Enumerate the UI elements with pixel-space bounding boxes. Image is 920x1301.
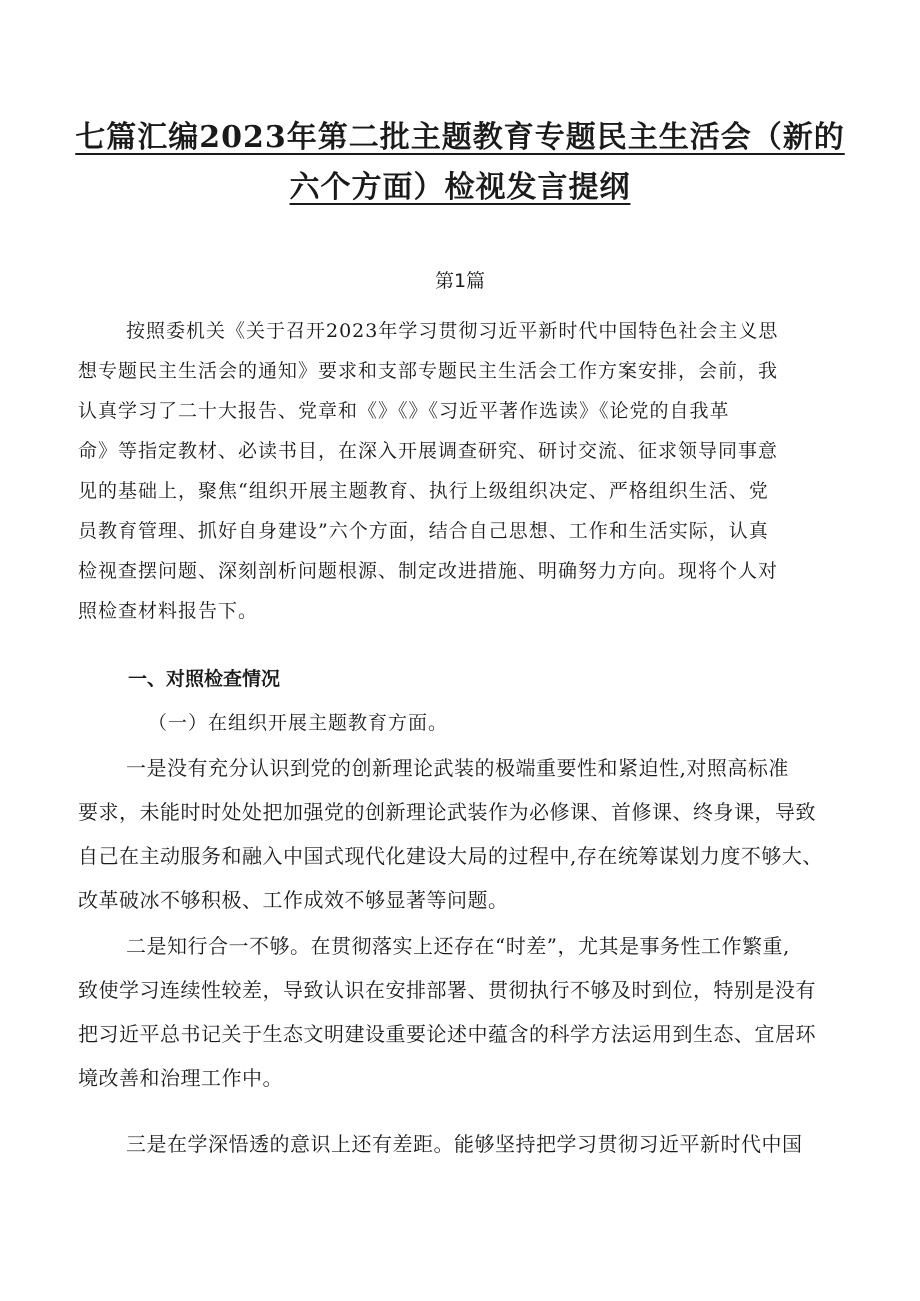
intro-line: 按照委机关《关于召开2023年学习贯彻习近平新时代中国特色社会主义思 — [126, 320, 779, 342]
paragraph-line: 二是知行合一不够。在贯彻落实上还存在“时差”，尤其是事务性工作繁重, — [126, 934, 790, 958]
paragraph-line: 致使学习连续性较差，导致认识在安排部署、贯彻执行不够及时到位，特别是没有 — [78, 978, 816, 1002]
section-heading: 一、对照检查情况 — [128, 668, 281, 690]
intro-line: 见的基础上，聚焦“组织开展主题教育、执行上级组织决定、严格组织生活、党 — [78, 480, 769, 502]
subsection-heading: （一）在组织开展主题教育方面。 — [148, 712, 449, 734]
paragraph-line: 要求，未能时时处处把加强党的创新理论武装作为必修课、首修课、终身课，导致 — [78, 800, 816, 824]
paragraph-line: 一是没有充分认识到党的创新理论武装的极端重要性和紧迫性,对照高标准 — [126, 756, 789, 780]
intro-line: 检视查摆问题、深刻剖析问题根源、制定改进措施、明确努力方向。现将个人对 — [78, 560, 779, 582]
intro-line: 认真学习了二十大报告、党章和《》《》《习近平著作选读》《论党的自我革 — [78, 400, 730, 422]
intro-line: 照检查材料报告下。 — [78, 600, 259, 622]
document-title-line-2 — [60, 162, 860, 206]
document-title-text-1: 七篇汇编2023年第二批主题教育专题民主生活会（新的 — [75, 120, 845, 155]
paragraph-line: 自己在主动服务和融入中国式现代化建设大局的过程中,存在统筹谋划力度不够大、 — [78, 844, 823, 868]
document-title-text-2: 六个方面）检视发言提纲 — [289, 170, 631, 205]
intro-line: 想专题民主生活会的通知》要求和支部专题民主生活会工作方案安排，会前，我 — [78, 360, 779, 382]
intro-line: 命》等指定教材、必读书目，在深入开展调查研究、研讨交流、征求领导同事意 — [78, 440, 779, 462]
intro-line: 员教育管理、抓好自身建设”六个方面，结合自己思想、工作和生活实际，认真 — [78, 520, 769, 542]
paragraph-line: 把习近平总书记关于生态文明建设重要论述中蕴含的科学方法运用到生态、宜居环 — [78, 1022, 816, 1046]
chapter-label: 第1篇 — [434, 270, 486, 292]
paragraph-line: 改革破冰不够积极、工作成效不够显著等问题。 — [78, 888, 509, 912]
document-title-line-1 — [60, 112, 860, 156]
paragraph-line: 境改善和治理工作中。 — [78, 1066, 283, 1090]
paragraph-line: 三是在学深悟透的意识上还有差距。能够坚持把学习贯彻习近平新时代中国 — [126, 1132, 803, 1156]
